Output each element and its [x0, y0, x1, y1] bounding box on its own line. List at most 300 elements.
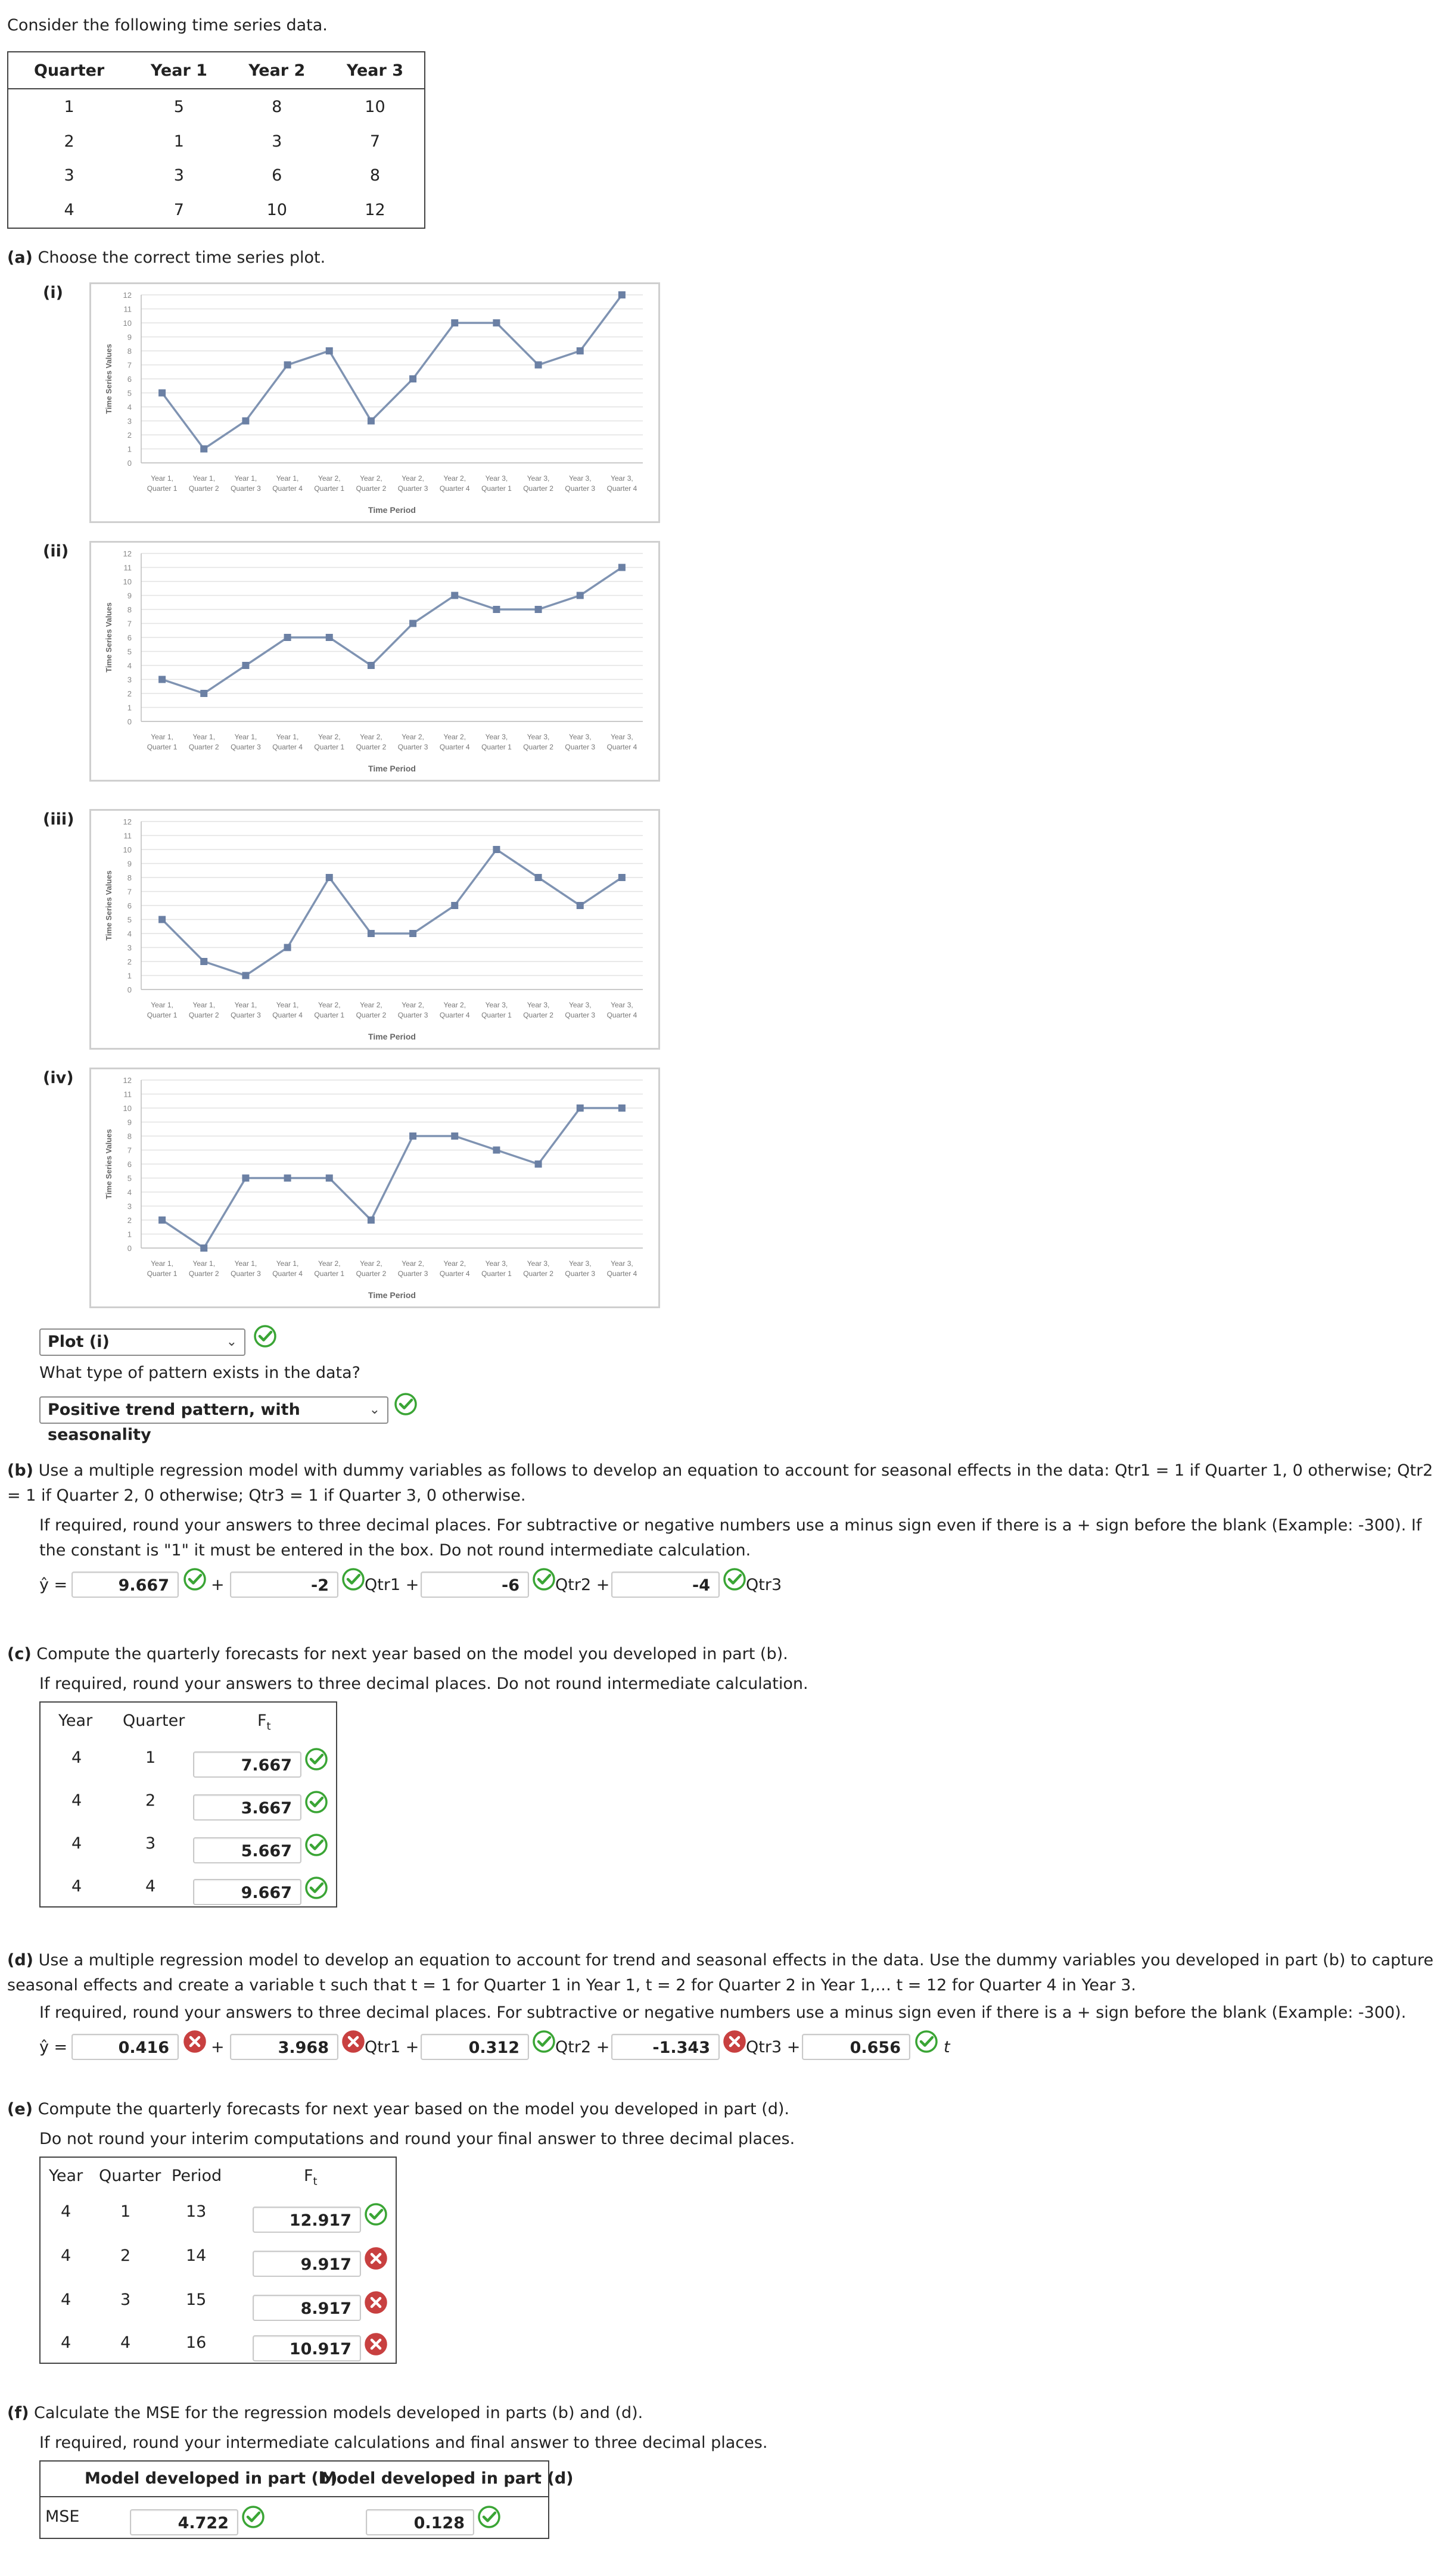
qtr1-var: Qtr1 + [365, 2038, 419, 2056]
x-mark-icon [722, 2029, 747, 2054]
data-point [158, 390, 166, 397]
data-point [242, 1175, 249, 1182]
data-point [158, 676, 166, 683]
d-qtr1-input[interactable]: 3.968 [230, 2034, 338, 2060]
c-ft-input-1[interactable]: 7.667 [193, 1751, 301, 1778]
data-point [368, 662, 375, 669]
y-tick-label: 12 [123, 1076, 132, 1085]
c-header-quarter: Quarter [123, 1712, 185, 1730]
x-tick-label: Quarter 2 [188, 743, 219, 751]
y-tick-label: 5 [127, 1174, 132, 1183]
mse-table-divider [41, 2496, 548, 2497]
y-tick-label: 6 [127, 901, 132, 910]
e-period: 16 [186, 2333, 207, 2352]
pattern-question: What type of pattern exists in the data? [39, 1364, 360, 1382]
y-tick-label: 11 [123, 563, 132, 572]
data-point [409, 620, 416, 627]
data-point [368, 1216, 375, 1224]
data-point [200, 690, 207, 697]
data-point [535, 1160, 542, 1168]
data-point [409, 930, 416, 937]
c-quarter: 1 [145, 1748, 156, 1767]
y-tick-label: 7 [127, 887, 132, 897]
d-t-input[interactable]: 0.656 [802, 2034, 910, 2060]
data-point [451, 1132, 458, 1140]
y-tick-label: 4 [127, 929, 132, 938]
y-tick-label: 10 [123, 319, 132, 328]
data-point [200, 1244, 207, 1252]
plot-label-ii: (ii) [43, 542, 69, 561]
x-tick-label: Year 1, [234, 1259, 257, 1268]
y-tick-label: 12 [123, 817, 132, 826]
cell: 8 [272, 97, 282, 116]
chart-plot-iii [89, 809, 660, 1050]
x-tick-label: Quarter 1 [481, 1011, 512, 1019]
c-year: 4 [71, 1748, 82, 1767]
cell: 5 [173, 97, 184, 116]
data-point [618, 564, 626, 571]
x-tick-label: Year 2, [443, 733, 466, 741]
x-tick-label: Quarter 1 [147, 743, 178, 751]
y-tick-label: 5 [127, 915, 132, 925]
e-year: 4 [61, 2246, 71, 2265]
table-row [8, 193, 425, 228]
cell: 1 [64, 97, 74, 116]
c-year: 4 [71, 1877, 82, 1896]
chart-svg-ii [91, 543, 658, 780]
yhat-label: ŷ = [39, 2038, 68, 2056]
plot-label-iii: (iii) [43, 810, 74, 829]
cell: 6 [272, 166, 282, 185]
header-year3: Year 3 [346, 61, 404, 80]
x-tick-label: Year 2, [360, 1259, 382, 1268]
y-tick-label: 6 [127, 1160, 132, 1169]
check-icon [914, 2029, 939, 2054]
x-tick-label: Quarter 3 [397, 1269, 428, 1278]
series-line [162, 568, 622, 694]
x-tick-label: Year 3, [611, 1259, 633, 1268]
x-tick-label: Year 2, [402, 474, 424, 483]
x-tick-label: Quarter 1 [481, 1269, 512, 1278]
plot-select-value: Plot (i) [48, 1333, 110, 1351]
data-point [577, 902, 584, 909]
x-tick-label: Year 1, [276, 474, 299, 483]
c-ft-input-3[interactable]: 5.667 [193, 1837, 301, 1863]
chevron-down-icon: ⌄ [369, 1402, 380, 1417]
x-tick-label: Quarter 3 [231, 743, 261, 751]
y-axis-label: Time Series Values [104, 870, 113, 941]
data-point [242, 662, 249, 669]
x-tick-label: Quarter 1 [147, 1011, 178, 1019]
x-tick-label: Year 3, [568, 474, 592, 483]
x-tick-label: Quarter 4 [439, 1269, 470, 1278]
e-period: 13 [186, 2202, 207, 2221]
x-tick-label: Quarter 2 [188, 1269, 219, 1278]
check-icon [722, 1567, 747, 1592]
part-e-label: (e) [7, 2100, 33, 2118]
chart-plot-i [89, 282, 660, 523]
cell: 10 [266, 201, 287, 220]
x-tick-label: Year 1, [276, 1001, 299, 1009]
x-tick-label: Quarter 4 [272, 1011, 303, 1019]
b-qtr1-input[interactable]: -2 [230, 1572, 338, 1598]
x-tick-label: Year 1, [151, 733, 173, 741]
x-tick-label: Quarter 1 [314, 1269, 345, 1278]
x-tick-label: Year 1, [151, 1001, 173, 1009]
y-axis-label: Time Series Values [104, 344, 113, 414]
cell: 3 [272, 132, 282, 151]
part-b-label: (b) [7, 1461, 34, 1480]
plus-sign: + [211, 1576, 225, 1594]
chart-svg-iv [91, 1069, 658, 1306]
x-tick-label: Year 1, [276, 1259, 299, 1268]
data-point [284, 634, 291, 641]
x-axis-label: Time Period [368, 764, 416, 773]
part-c-text: Compute the quarterly forecasts for next year based on the model you developed in part (b). [36, 1645, 788, 1663]
c-quarter: 4 [145, 1877, 156, 1896]
x-tick-label: Quarter 1 [147, 1269, 178, 1278]
x-tick-label: Year 2, [443, 474, 466, 483]
x-tick-label: Quarter 4 [272, 1269, 303, 1278]
mse-d-input[interactable]: 0.128 [366, 2509, 474, 2535]
e-ft-input-3[interactable]: 8.917 [253, 2295, 361, 2321]
y-tick-label: 8 [127, 1132, 132, 1141]
x-tick-label: Year 3, [527, 1259, 550, 1268]
data-point [618, 291, 626, 298]
y-tick-label: 12 [123, 291, 132, 300]
x-tick-label: Quarter 4 [439, 484, 470, 493]
cell: 1 [173, 132, 184, 151]
e-period: 15 [186, 2291, 207, 2309]
x-mark-icon [363, 2332, 388, 2357]
x-tick-label: Quarter 4 [272, 484, 303, 493]
x-tick-label: Year 2, [318, 1259, 341, 1268]
x-axis-label: Time Period [368, 1290, 416, 1300]
table-row [8, 158, 425, 193]
header-year2: Year 2 [248, 61, 306, 80]
x-tick-label: Quarter 2 [523, 1269, 553, 1278]
x-tick-label: Year 3, [485, 474, 508, 483]
part-d-question [7, 1948, 1443, 1998]
data-point [535, 874, 542, 881]
part-b-instructions: If required, round your answers to three decimal places. For subtractive or negative numbers use a minus sign even if there is a + sign before the blank (Example: -300). If the constant is "1" it must be entered in the box. Do not round intermediate calculation. [39, 1516, 1422, 1560]
y-tick-label: 12 [123, 549, 132, 558]
x-tick-label: Year 1, [192, 1259, 216, 1268]
x-tick-label: Year 2, [402, 1259, 424, 1268]
x-tick-label: Year 2, [443, 1001, 466, 1009]
data-point [326, 347, 333, 354]
f-symbol: F [257, 1712, 267, 1730]
data-point [535, 606, 542, 613]
mse-b-input[interactable]: 4.722 [130, 2509, 238, 2535]
plot-label-i: (i) [43, 284, 63, 302]
y-tick-label: 2 [127, 431, 132, 440]
y-tick-label: 1 [127, 444, 132, 454]
x-tick-label: Year 3, [568, 1001, 592, 1009]
data-point [451, 902, 458, 909]
yhat-label: ŷ = [39, 1576, 68, 1594]
x-tick-label: Year 1, [192, 1001, 216, 1009]
cell: 2 [64, 132, 74, 151]
x-tick-label: Year 2, [360, 733, 382, 741]
mse-header-b: Model developed in part (b) [85, 2469, 338, 2488]
c-header-ft [257, 1711, 271, 1737]
y-tick-label: 4 [127, 661, 132, 670]
header-quarter: Quarter [33, 61, 105, 80]
x-tick-label: Quarter 3 [231, 1011, 261, 1019]
data-point [326, 634, 333, 641]
x-tick-label: Quarter 3 [231, 484, 261, 493]
header-year1: Year 1 [150, 61, 207, 80]
y-tick-label: 0 [127, 459, 132, 468]
y-tick-label: 11 [123, 1090, 132, 1099]
y-tick-label: 8 [127, 605, 132, 614]
e-header-quarter: Quarter [99, 2167, 161, 2185]
e-ft-input-4[interactable]: 10.917 [253, 2335, 361, 2361]
data-point [200, 446, 207, 453]
x-tick-label: Quarter 4 [272, 743, 303, 751]
y-tick-label: 9 [127, 591, 132, 600]
x-tick-label: Quarter 3 [565, 1011, 596, 1019]
part-c-instructions: If required, round your answers to three decimal places. Do not round intermediate calculation. [39, 1675, 808, 1693]
x-tick-label: Year 1, [151, 1259, 173, 1268]
data-point [493, 319, 500, 326]
y-tick-label: 3 [127, 675, 132, 684]
x-tick-label: Year 3, [611, 1001, 633, 1009]
b-qtr2-input[interactable]: -6 [421, 1572, 529, 1598]
y-tick-label: 11 [123, 831, 132, 841]
y-tick-label: 4 [127, 1188, 132, 1197]
y-tick-label: 1 [127, 1230, 132, 1239]
e-ft-input-2[interactable]: 9.917 [253, 2251, 361, 2277]
x-tick-label: Year 1, [276, 733, 299, 741]
plot-select[interactable] [39, 1328, 245, 1356]
y-tick-label: 5 [127, 388, 132, 398]
c-ft-input-4[interactable]: 9.667 [193, 1879, 301, 1905]
x-tick-label: Quarter 3 [565, 743, 596, 751]
check-icon [531, 2029, 556, 2054]
x-tick-label: Year 2, [318, 733, 341, 741]
d-qtr2-input[interactable]: 0.312 [421, 2034, 529, 2060]
check-icon [363, 2202, 388, 2227]
check-icon [341, 1567, 366, 1592]
y-tick-label: 7 [127, 619, 132, 628]
t-subscript: t [313, 2175, 318, 2188]
chart-svg-i [91, 284, 658, 521]
x-mark-icon [363, 2290, 388, 2315]
x-tick-label: Quarter 1 [147, 484, 178, 493]
check-icon [304, 1875, 329, 1900]
part-f-question [7, 2403, 643, 2423]
chart-svg-iii [91, 811, 658, 1048]
x-tick-label: Year 3, [611, 474, 633, 483]
cell: 3 [173, 166, 184, 185]
x-tick-label: Year 2, [318, 1001, 341, 1009]
data-point [200, 958, 207, 965]
y-tick-label: 10 [123, 577, 132, 586]
y-tick-label: 0 [127, 717, 132, 726]
y-tick-label: 9 [127, 332, 132, 342]
x-tick-label: Quarter 2 [188, 484, 219, 493]
part-c-question [7, 1644, 788, 1664]
c-year: 4 [71, 1791, 82, 1810]
e-header-ft [304, 2166, 318, 2192]
part-e-question [7, 2099, 789, 2120]
data-point [493, 1147, 500, 1154]
c-year: 4 [71, 1834, 82, 1853]
x-tick-label: Year 1, [151, 474, 173, 483]
data-point [284, 944, 291, 951]
x-tick-label: Year 3, [527, 733, 550, 741]
x-tick-label: Year 1, [192, 474, 216, 483]
check-icon [241, 2504, 266, 2529]
x-tick-label: Quarter 2 [523, 1011, 553, 1019]
qtr3-var: Qtr3 + [746, 2038, 801, 2056]
x-tick-label: Quarter 4 [606, 484, 637, 493]
x-axis-label: Time Period [368, 505, 416, 515]
mse-table [39, 2460, 574, 2539]
x-tick-label: Year 1, [234, 733, 257, 741]
y-tick-label: 10 [123, 845, 132, 854]
check-icon [477, 2504, 502, 2529]
data-point [618, 1104, 626, 1112]
y-tick-label: 3 [127, 416, 132, 426]
check-icon [182, 1567, 207, 1592]
data-point [535, 362, 542, 369]
qtr2-var: Qtr2 + [555, 1576, 610, 1594]
pattern-select[interactable] [39, 1396, 388, 1444]
cell: 4 [64, 201, 74, 220]
x-tick-label: Year 3, [568, 733, 592, 741]
data-point [326, 874, 333, 881]
x-tick-label: Year 1, [234, 474, 257, 483]
d-qtr3-input[interactable]: -1.343 [611, 2034, 720, 2060]
qtr1-var: Qtr1 + [365, 1576, 419, 1594]
x-axis-label: Time Period [368, 1032, 416, 1041]
x-tick-label: Quarter 4 [606, 1011, 637, 1019]
data-point [409, 375, 416, 382]
y-tick-label: 1 [127, 703, 132, 712]
c-header-year: Year [58, 1712, 93, 1730]
y-tick-label: 10 [123, 1104, 132, 1113]
cell: 3 [64, 166, 74, 185]
x-mark-icon [182, 2029, 207, 2054]
part-f-text: Calculate the MSE for the regression models developed in parts (b) and (d). [34, 2404, 643, 2422]
e-year: 4 [61, 2291, 71, 2309]
data-point [242, 972, 249, 979]
e-year: 4 [61, 2202, 71, 2221]
f-symbol: F [304, 2167, 313, 2185]
y-tick-label: 9 [127, 1118, 132, 1127]
x-tick-label: Year 3, [485, 733, 508, 741]
x-tick-label: Quarter 1 [314, 743, 345, 751]
part-c-label: (c) [7, 1645, 32, 1663]
c-quarter: 2 [145, 1791, 156, 1810]
data-point [618, 874, 626, 881]
data-point [493, 606, 500, 613]
y-tick-label: 2 [127, 1216, 132, 1225]
plot-label-iv: (iv) [43, 1069, 74, 1087]
y-tick-label: 6 [127, 633, 132, 642]
x-tick-label: Quarter 2 [356, 1011, 387, 1019]
x-tick-label: Year 2, [402, 733, 424, 741]
check-icon [304, 1747, 329, 1772]
y-tick-label: 7 [127, 1146, 132, 1155]
x-tick-label: Year 2, [402, 1001, 424, 1009]
x-tick-label: Year 3, [485, 1001, 508, 1009]
x-tick-label: Quarter 3 [565, 1269, 596, 1278]
e-quarter: 1 [120, 2202, 131, 2221]
part-a-question [7, 248, 325, 268]
data-point [284, 362, 291, 369]
part-a-label: (a) [7, 248, 33, 267]
y-tick-label: 3 [127, 943, 132, 953]
cell: 10 [365, 97, 385, 116]
data-point [451, 592, 458, 599]
y-tick-label: 2 [127, 689, 132, 698]
part-d-label: (d) [7, 1951, 34, 1969]
x-tick-label: Quarter 3 [231, 1269, 261, 1278]
y-tick-label: 6 [127, 375, 132, 384]
x-tick-label: Year 3, [611, 733, 633, 741]
e-header-year: Year [49, 2167, 83, 2185]
x-tick-label: Year 3, [568, 1259, 592, 1268]
x-tick-label: Quarter 2 [356, 743, 387, 751]
b-qtr3-input[interactable]: -4 [611, 1572, 720, 1598]
y-axis-label: Time Series Values [104, 1129, 113, 1199]
e-year: 4 [61, 2333, 71, 2352]
x-tick-label: Year 3, [485, 1259, 508, 1268]
part-e-text: Compute the quarterly forecasts for next year based on the model you developed in part (d). [38, 2100, 790, 2118]
data-point [368, 930, 375, 937]
time-series-table [7, 51, 425, 229]
c-ft-input-2[interactable]: 3.667 [193, 1794, 301, 1821]
data-point [493, 846, 500, 853]
b-constant-input[interactable]: 9.667 [71, 1572, 179, 1598]
part-d-text: Use a multiple regression model to develop an equation to account for trend and seasonal effects in the data. Use the dummy variables you developed in part (b) to capture seasonal effects and create a variable t such that t = 1 for Quarter 1 in Year 1, t = 2 for Quarter 2 in Year 1,… t = 12 for Quarter 4 in Year 3. [7, 1951, 1434, 1994]
mse-header-d: Model developed in part (d) [321, 2469, 574, 2488]
x-tick-label: Year 1, [234, 1001, 257, 1009]
x-tick-label: Quarter 4 [606, 743, 637, 751]
table-row [8, 89, 425, 124]
y-tick-label: 9 [127, 859, 132, 869]
e-ft-input-1[interactable]: 12.917 [253, 2207, 361, 2233]
d-constant-input[interactable]: 0.416 [71, 2034, 179, 2060]
x-tick-label: Quarter 1 [481, 484, 512, 493]
pattern-select-value: Positive trend pattern, with seasonality [48, 1401, 300, 1444]
y-tick-label: 2 [127, 957, 132, 966]
chevron-down-icon: ⌄ [226, 1334, 237, 1349]
t-subscript: t [266, 1720, 271, 1733]
part-b-text: Use a multiple regression model with dummy variables as follows to develop an equation to account for seasonal effects in the data: Qtr1 = 1 if Quarter 1, 0 otherwise; Qtr2 = 1 if Quarter 2, 0 otherwise; Qtr3 = 1 if Quarter 3, 0 otherwise. [7, 1461, 1433, 1505]
data-point [409, 1132, 416, 1140]
y-tick-label: 4 [127, 403, 132, 412]
part-a-text: Choose the correct time series plot. [38, 248, 326, 267]
x-tick-label: Quarter 4 [439, 743, 470, 751]
cell: 12 [365, 201, 385, 220]
check-icon [304, 1832, 329, 1857]
forecast-table-e [39, 2157, 397, 2364]
x-tick-label: Year 2, [443, 1259, 466, 1268]
cell: 7 [369, 132, 381, 151]
data-point [284, 1175, 291, 1182]
check-icon [531, 1567, 556, 1592]
y-tick-label: 8 [127, 873, 132, 882]
data-point [158, 1216, 166, 1224]
data-point [577, 1104, 584, 1112]
x-tick-label: Year 2, [318, 474, 341, 483]
chart-plot-ii [89, 541, 660, 782]
